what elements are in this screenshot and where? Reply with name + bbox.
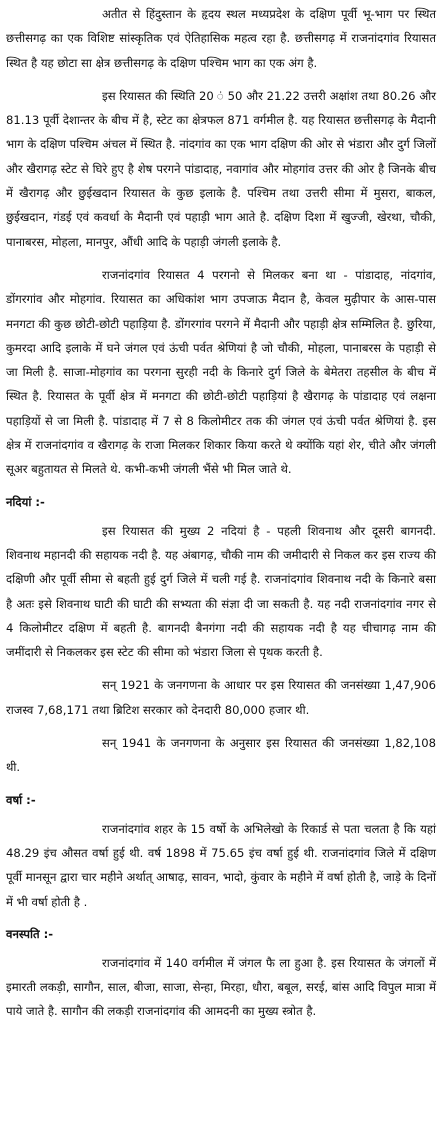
rainfall-section: [6, 789, 436, 914]
census-1921-paragraph: सन् 1921 के जनगणना के आधार पर इस रियासत की जनसंख्या 1,47,906 राजस्व 7,68,171 तथा ब्रिटिश सरकार को देनदारी 80,000 हजार थी.: [6, 678, 436, 717]
rainfall-heading: वर्षा :-: [6, 792, 36, 807]
vegetation-section: [6, 923, 436, 1024]
rivers-heading: नदियां :-: [6, 494, 45, 509]
rainfall-paragraph: राजनांदगांव शहर के 15 वर्षो के अभिलेखो के रिकार्ड से पता चलता है कि यहां 48.29 इंच औसत वर्षा हुई थी. वर्ष 1898 में 75.65 इंच वर्षा हुई थी. राजनांदगांव जिले में दक्षिण पूर्वी मानसून द्वारा चार महीने अर्थात् आषाढ़, सावन, भादो, कुंवार के महीने में वर्षा होती है, जाड़े के दिनों में भी वर्षा होती है .: [6, 821, 436, 909]
intro-section: [6, 2, 436, 482]
intro-paragraph-2: इस रियासत की स्थिति 20 ं 50 और 21.22 उत्तरी अक्षांश तथा 80.26 और 81.13 पूर्वी देशान्तर के बीच में है, स्टेट का क्षेत्रफल 871 वर्गमील है. यह रियासत छत्तीसगढ़ के मैदानी भाग के दक्षिण पश्चिम अंचल में स्थित है. नांदगांव का एक भाग दक्षिण की ओर से भंडारा और दुर्ग जिलों और खैरागढ़ स्टेट से घिरे हुए है शेष परगने पांडादाह, नवागांव और मोहगांव उत्तर की ओर है जिनके बीच में खैरागढ़ और छुईखदान रियासत के कुछ इलाके है. पश्चिम तथा उत्तरी सीमा में मुसरा, बाकल, छुईखदान, गंडई एवं कवर्धा के मैदानी एवं पहाड़ी भाग आते है. दक्षिण दिशा में खुज्जी, खेरथा, चौकी, पानाबरस, मोहला, मानपुर, औंधी आदि के पहाड़ी जंगली इलाके है.: [6, 88, 436, 249]
rivers-section: [6, 491, 436, 780]
vegetation-paragraph: राजनांदगांव में 140 वर्गमील में जंगल फै ला हुआ है. इस रियासत के जंगलों में इमारती लकड़ी, सागौन, साल, बीजा, साजा, सेन्हा, मिरहा, धौरा, बबूल, सरई, बांस आदि विपुल मात्रा में पाये जाते है. सागौन की लकड़ी राजनांदगांव की आमदनी का मुख्य स्त्रोत है.: [6, 955, 436, 1019]
census-1941-paragraph: सन् 1941 के जनगणना के अनुसार इस रियासत की जनसंख्या 1,82,108 थी.: [6, 736, 436, 775]
rivers-paragraph-1: इस रियासत की मुख्य 2 नदियां है - पहली शिवनाथ और दूसरी बागनदी. शिवनाथ महानदी की सहायक नदी है. यह अंबागढ़, चौकी नाम की जमीदारी से निकल कर इस राज्य की दक्षिणी और पूर्वी सीमा से बहती हुई दुर्ग जिले में चली गई है. राजनांदगांव शिवनाथ नदी के किनारे बसा है अतः इसे शिवनाथ घाटी की घाटी की सभ्यता की संज्ञा दी जा सकती है. यह नदी राजनांदगांव नगर से 4 किलोमीटर दक्षिण में बहती है. बागनदी बैनगंगा नदी की सहायक नदी है यह चीचागढ़ नाम की जमींदारी से निकलकर इस स्टेट की सीमा को भंडारा जिला से पृथक करती है.: [6, 523, 436, 660]
intro-paragraph-3: राजनांदगांव रियासत 4 परगनो से मिलकर बना था - पांडादाह, नांदगांव, डोंगरगांव और मोहगांव. रियासत का अधिकांश भाग उपजाऊ मैदान है, केवल मुढ़ीपार के आस-पास मनगटा की कुछ छोटी-छोटी पहाड़िया है. डोंगरगांव परगने में मैदानी और पहाड़ी क्षेत्र सम्मिलित है. छुरिया, कुमरदा आदि इलाके में घने जंगल एवं ऊंची पर्वत श्रेणियां है जो चौकी, मोहला, पानाबरस के पहाड़ी से जा मिली है. साजा-मोहगांव का परगना सुरही नदी के किनारे दुर्ग जिले के बेमेतरा तहसील के बीच में स्थित है. रियासत के पूर्वी क्षेत्र में मनगटा की छोटी-छोटी पहाड़ियां है खैरागढ़ के पांडादाह एवं लक्षना पहाड़ियों से जा मिली है. पांडादाह में 7 से 8 किलोमीटर तक की जंगल एवं ऊंची पर्वत श्रेणियां है. इस क्षेत्र में राजनांदगांव व खैरागढ़ के राजा मिलकर शिकार किया करते थे क्योंकि यहां शेर, चीते और जंगली सूअर बहुतायत से मिलते थे. कभी-कभी जंगली भैंसे भी मिल जाते थे.: [6, 267, 436, 477]
intro-paragraph-1: अतीत से हिंदुस्तान के हृदय स्थल मध्यप्रदेश के दक्षिण पूर्वी भू-भाग पर स्थित छत्तीसगढ़ का एक विशिष्ट सांस्कृतिक एवं ऐतिहासिक महत्व रहा है. छत्तीसगढ़ में राजनांदगांव रियासत स्थित है यह छोटा सा क्षेत्र छत्तीसगढ़ के दक्षिण पश्चिम भाग का एक अंग है.: [6, 7, 436, 70]
vegetation-heading: वनस्पति :-: [6, 926, 54, 941]
